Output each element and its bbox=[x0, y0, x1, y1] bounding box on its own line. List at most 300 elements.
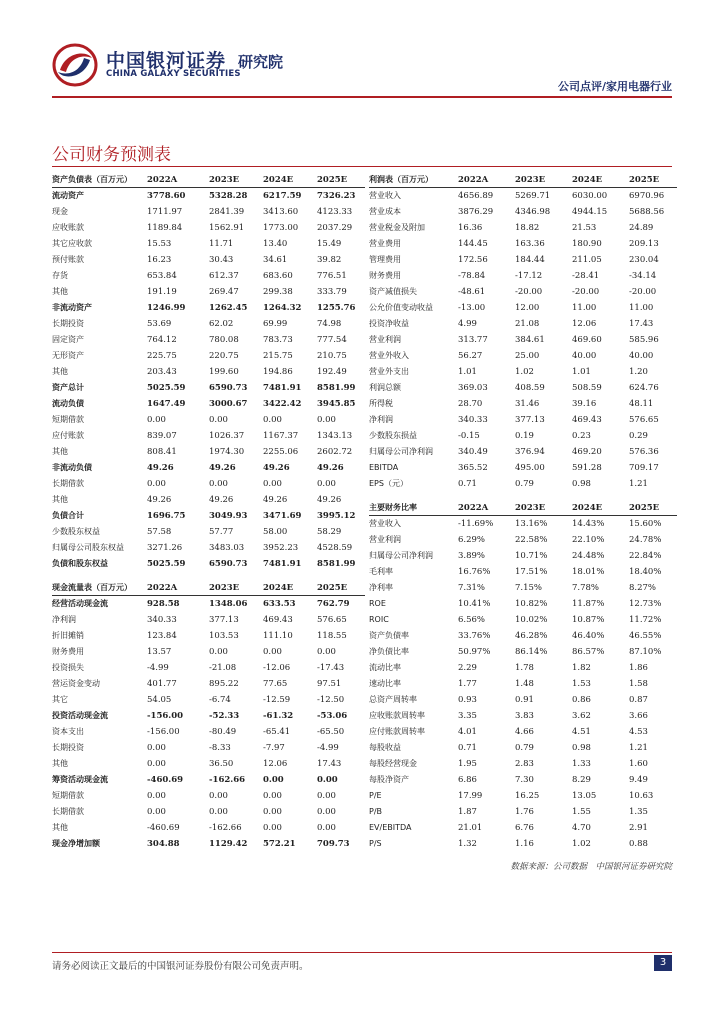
row-label: 长期投资 bbox=[52, 319, 84, 328]
table-row bbox=[52, 612, 365, 628]
table-row bbox=[369, 564, 677, 580]
table-cell: 49.26 bbox=[209, 495, 234, 505]
table-cell: 0.00 bbox=[147, 415, 166, 425]
table-row bbox=[369, 516, 677, 532]
row-label: 净利率 bbox=[369, 583, 393, 592]
table-cell: 17.99 bbox=[458, 791, 483, 801]
table-row bbox=[52, 412, 365, 428]
table-cell: 313.77 bbox=[458, 335, 488, 345]
table-cell: 369.03 bbox=[458, 383, 488, 393]
table-cell: 18.40% bbox=[629, 567, 662, 577]
table-cell: 2022A bbox=[458, 503, 489, 513]
table-cell: 21.01 bbox=[458, 823, 483, 833]
table-cell: 86.57% bbox=[572, 647, 605, 657]
table-cell: 709.17 bbox=[629, 463, 659, 473]
table-cell: 376.94 bbox=[515, 447, 545, 457]
table-row bbox=[52, 268, 365, 284]
row-label: 筹资活动现金流 bbox=[52, 775, 108, 784]
table-cell: 4.01 bbox=[458, 727, 477, 737]
table-cell: 69.99 bbox=[263, 319, 288, 329]
table-cell: 4.99 bbox=[458, 319, 477, 329]
row-label: 利润总额 bbox=[369, 383, 401, 392]
table-cell: 18.01% bbox=[572, 567, 605, 577]
table-cell: 1.01 bbox=[572, 367, 591, 377]
row-label: 其它应收款 bbox=[52, 239, 92, 248]
table-cell: 6.86 bbox=[458, 775, 477, 785]
table-cell: 0.91 bbox=[515, 695, 534, 705]
table-cell: 2024E bbox=[572, 503, 603, 513]
table-cell: 184.44 bbox=[515, 255, 545, 265]
table-header-row bbox=[52, 580, 365, 596]
table-row bbox=[52, 284, 365, 300]
table-cell: 0.29 bbox=[629, 431, 648, 441]
table-cell: 12.73% bbox=[629, 599, 662, 609]
table-cell: 11.00 bbox=[629, 303, 654, 313]
row-label: 应付账款 bbox=[52, 431, 84, 440]
table-cell: 762.79 bbox=[317, 599, 350, 609]
table-cell: 4.51 bbox=[572, 727, 591, 737]
row-label: 现金 bbox=[52, 207, 68, 216]
table-cell: 3952.23 bbox=[263, 543, 299, 553]
row-label: 资产负债表（百万元） bbox=[52, 175, 132, 184]
table-cell: -162.66 bbox=[209, 823, 242, 833]
table-row bbox=[369, 772, 677, 788]
table-cell: 111.10 bbox=[263, 631, 293, 641]
table-cell: 39.16 bbox=[572, 399, 597, 409]
table-row bbox=[369, 644, 677, 660]
table-cell: 0.00 bbox=[317, 823, 336, 833]
table-cell: -12.50 bbox=[317, 695, 345, 705]
row-label: 营业收入 bbox=[369, 191, 401, 200]
table-cell: 1.33 bbox=[572, 759, 591, 769]
table-cell: 1264.32 bbox=[263, 303, 302, 313]
table-cell: 0.19 bbox=[515, 431, 534, 441]
table-cell: -48.61 bbox=[458, 287, 486, 297]
table-cell: -21.08 bbox=[209, 663, 237, 673]
table-cell: 0.87 bbox=[629, 695, 648, 705]
table-cell: -4.99 bbox=[317, 743, 339, 753]
row-label: 现金流量表（百万元） bbox=[52, 583, 132, 592]
table-cell: 225.75 bbox=[147, 351, 177, 361]
table-cell: -156.00 bbox=[147, 711, 184, 721]
table-cell: 1348.06 bbox=[209, 599, 248, 609]
table-cell: -11.69% bbox=[458, 519, 494, 529]
table-row bbox=[369, 300, 677, 316]
table-cell: 1.82 bbox=[572, 663, 591, 673]
table-cell: 17.43 bbox=[317, 759, 342, 769]
table-cell: 5025.59 bbox=[147, 559, 186, 569]
table-cell: 8.29 bbox=[572, 775, 591, 785]
table-cell: 0.79 bbox=[515, 743, 534, 753]
table-cell: 508.59 bbox=[572, 383, 602, 393]
table-row bbox=[52, 756, 365, 772]
row-label: ROE bbox=[369, 599, 386, 608]
row-label: 每股收益 bbox=[369, 743, 401, 752]
table-cell: -460.69 bbox=[147, 775, 184, 785]
table-cell: 377.13 bbox=[209, 615, 239, 625]
table-cell: 163.36 bbox=[515, 239, 545, 249]
table-cell: 0.71 bbox=[458, 479, 477, 489]
table-cell: 123.84 bbox=[147, 631, 177, 641]
table-row bbox=[369, 428, 677, 444]
table-cell: 1.01 bbox=[458, 367, 477, 377]
table-cell: 4.70 bbox=[572, 823, 591, 833]
table-cell: 58.29 bbox=[317, 527, 342, 537]
table-cell: 1.58 bbox=[629, 679, 648, 689]
table-cell: 585.96 bbox=[629, 335, 659, 345]
table-cell: 215.75 bbox=[263, 351, 293, 361]
table-cell: 10.82% bbox=[515, 599, 548, 609]
table-cell: 5688.56 bbox=[629, 207, 665, 217]
table-cell: 3.62 bbox=[572, 711, 591, 721]
table-cell: 1189.84 bbox=[147, 223, 183, 233]
table-cell: 16.76% bbox=[458, 567, 491, 577]
row-label: EBITDA bbox=[369, 463, 399, 472]
table-cell: 0.00 bbox=[317, 415, 336, 425]
table-cell: 18.82 bbox=[515, 223, 540, 233]
table-cell: 1129.42 bbox=[209, 839, 248, 849]
table-cell: 2024E bbox=[263, 175, 294, 185]
row-label: 归属母公司净利润 bbox=[369, 447, 433, 456]
table-cell: 0.00 bbox=[147, 743, 166, 753]
table-row bbox=[369, 820, 677, 836]
row-label: 固定资产 bbox=[52, 335, 84, 344]
table-cell: 1647.49 bbox=[147, 399, 186, 409]
row-label: 净利润 bbox=[52, 615, 76, 624]
table-cell: 11.87% bbox=[572, 599, 605, 609]
table-row bbox=[52, 396, 365, 412]
table-cell: 6970.96 bbox=[629, 191, 665, 201]
table-cell: 13.05 bbox=[572, 791, 597, 801]
table-cell: -53.06 bbox=[317, 711, 348, 721]
table-cell: 74.98 bbox=[317, 319, 342, 329]
row-label: 短期借款 bbox=[52, 791, 84, 800]
table-cell: -78.84 bbox=[458, 271, 486, 281]
table-cell: 4528.59 bbox=[317, 543, 353, 553]
table-cell: 1773.00 bbox=[263, 223, 299, 233]
table-cell: 3995.12 bbox=[317, 511, 356, 521]
table-row bbox=[369, 612, 677, 628]
table-cell: -20.00 bbox=[572, 287, 600, 297]
table-cell: 2024E bbox=[263, 583, 294, 593]
row-label: 营业成本 bbox=[369, 207, 401, 216]
table-cell: 10.02% bbox=[515, 615, 548, 625]
table-cell: 0.00 bbox=[317, 479, 336, 489]
table-cell: 777.54 bbox=[317, 335, 347, 345]
table-cell: 340.33 bbox=[147, 615, 177, 625]
table-row bbox=[369, 532, 677, 548]
table-cell: 199.60 bbox=[209, 367, 239, 377]
table-row bbox=[369, 396, 677, 412]
table-cell: 15.49 bbox=[317, 239, 342, 249]
table-row bbox=[369, 252, 677, 268]
table-row bbox=[52, 724, 365, 740]
table-row bbox=[369, 444, 677, 460]
table-cell: 230.04 bbox=[629, 255, 659, 265]
table-cell: 17.43 bbox=[629, 319, 654, 329]
table-cell: 10.87% bbox=[572, 615, 605, 625]
table-cell: 0.00 bbox=[317, 647, 336, 657]
table-row bbox=[369, 236, 677, 252]
table-cell: 3945.85 bbox=[317, 399, 356, 409]
table-row bbox=[369, 380, 677, 396]
table-cell: 0.00 bbox=[263, 823, 282, 833]
table-cell: 340.33 bbox=[458, 415, 488, 425]
table-row bbox=[52, 804, 365, 820]
table-cell: 839.07 bbox=[147, 431, 177, 441]
table-cell: 30.43 bbox=[209, 255, 234, 265]
table-cell: -65.41 bbox=[263, 727, 291, 737]
table-cell: 2023E bbox=[515, 175, 546, 185]
table-row bbox=[52, 676, 365, 692]
row-label: 非流动负债 bbox=[52, 463, 92, 472]
table-row bbox=[52, 660, 365, 676]
table-cell: 1255.76 bbox=[317, 303, 356, 313]
galaxy-logo-icon bbox=[52, 42, 98, 88]
table-cell: 1.76 bbox=[515, 807, 534, 817]
table-cell: 0.23 bbox=[572, 431, 591, 441]
table-row bbox=[52, 820, 365, 836]
table-cell: 0.00 bbox=[209, 479, 228, 489]
table-cell: 3471.69 bbox=[263, 511, 302, 521]
row-label: 投资活动现金流 bbox=[52, 711, 108, 720]
table-row bbox=[52, 692, 365, 708]
table-cell: 3483.03 bbox=[209, 543, 245, 553]
table-cell: 22.84% bbox=[629, 551, 662, 561]
table-cell: 4.66 bbox=[515, 727, 534, 737]
table-cell: -17.43 bbox=[317, 663, 345, 673]
table-cell: 0.00 bbox=[209, 807, 228, 817]
row-label: 负债和股东权益 bbox=[52, 559, 108, 568]
row-label: 净负债比率 bbox=[369, 647, 409, 656]
row-label: 经营活动现金流 bbox=[52, 599, 108, 608]
row-label: 营业收入 bbox=[369, 519, 401, 528]
row-label: 利润表（百万元） bbox=[369, 175, 433, 184]
table-cell: 0.00 bbox=[263, 647, 282, 657]
table-cell: 2.91 bbox=[629, 823, 648, 833]
table-cell: 1246.99 bbox=[147, 303, 186, 313]
table-row bbox=[369, 836, 677, 852]
row-label: 营业利润 bbox=[369, 335, 401, 344]
table-header-row bbox=[369, 172, 677, 188]
table-cell: 3049.93 bbox=[209, 511, 248, 521]
table-cell: 56.27 bbox=[458, 351, 483, 361]
table-cell: 13.16% bbox=[515, 519, 548, 529]
table-cell: 10.63 bbox=[629, 791, 654, 801]
table-row bbox=[52, 300, 365, 316]
table-cell: -0.15 bbox=[458, 431, 480, 441]
table-cell: 6030.00 bbox=[572, 191, 608, 201]
table-cell: 0.00 bbox=[147, 479, 166, 489]
table-row bbox=[369, 724, 677, 740]
table-cell: 12.00 bbox=[515, 303, 540, 313]
table-row bbox=[52, 740, 365, 756]
table-cell: 21.08 bbox=[515, 319, 540, 329]
table-cell: 0.00 bbox=[317, 791, 336, 801]
table-cell: 0.00 bbox=[209, 791, 228, 801]
table-cell: 895.22 bbox=[209, 679, 239, 689]
table-cell: 2.29 bbox=[458, 663, 477, 673]
table-cell: 0.00 bbox=[263, 415, 282, 425]
table-cell: 2022A bbox=[147, 583, 178, 593]
table-cell: 1.21 bbox=[629, 479, 648, 489]
table-cell: 211.05 bbox=[572, 255, 602, 265]
table-row bbox=[52, 444, 365, 460]
table-row bbox=[369, 804, 677, 820]
table-cell: 1.02 bbox=[572, 839, 591, 849]
table-cell: 172.56 bbox=[458, 255, 488, 265]
table-row bbox=[52, 644, 365, 660]
table-cell: 11.71 bbox=[209, 239, 234, 249]
row-label: 折旧摊销 bbox=[52, 631, 84, 640]
table-gap bbox=[52, 572, 365, 580]
table-header-row bbox=[369, 500, 677, 516]
table-row bbox=[52, 508, 365, 524]
table-cell: 1343.13 bbox=[317, 431, 353, 441]
table-row bbox=[369, 188, 677, 204]
row-label: 净利润 bbox=[369, 415, 393, 424]
table-cell: 469.60 bbox=[572, 335, 602, 345]
table-row bbox=[369, 332, 677, 348]
table-cell: 49.26 bbox=[147, 463, 174, 473]
table-cell: 0.00 bbox=[317, 775, 338, 785]
table-cell: 1.48 bbox=[515, 679, 534, 689]
table-row bbox=[52, 204, 365, 220]
row-label: 长期借款 bbox=[52, 479, 84, 488]
row-label: EV/EBITDA bbox=[369, 823, 412, 832]
table-cell: 11.72% bbox=[629, 615, 662, 625]
table-cell: 34.61 bbox=[263, 255, 288, 265]
table-cell: 192.49 bbox=[317, 367, 347, 377]
table-row bbox=[369, 460, 677, 476]
row-label: 长期投资 bbox=[52, 743, 84, 752]
table-cell: 46.40% bbox=[572, 631, 605, 641]
row-label: 应付账款周转率 bbox=[369, 727, 425, 736]
table-cell: 46.28% bbox=[515, 631, 548, 641]
table-cell: 591.28 bbox=[572, 463, 602, 473]
row-label: 无形资产 bbox=[52, 351, 84, 360]
table-cell: 1.77 bbox=[458, 679, 477, 689]
table-cell: -34.14 bbox=[629, 271, 657, 281]
logo-department: 研究院 bbox=[238, 53, 284, 71]
table-cell: 0.71 bbox=[458, 743, 477, 753]
row-label: 所得税 bbox=[369, 399, 393, 408]
table-cell: 8581.99 bbox=[317, 383, 356, 393]
table-cell: 469.43 bbox=[263, 615, 293, 625]
table-cell: 16.25 bbox=[515, 791, 540, 801]
table-cell: 377.13 bbox=[515, 415, 545, 425]
table-row bbox=[369, 476, 677, 492]
row-label: 应收账款 bbox=[52, 223, 84, 232]
table-cell: 49.26 bbox=[209, 463, 236, 473]
table-row bbox=[369, 628, 677, 644]
table-cell: 1.86 bbox=[629, 663, 648, 673]
row-label: P/S bbox=[369, 839, 382, 848]
logo-english-name: CHINA GALAXY SECURITIES bbox=[106, 69, 241, 79]
row-label: 营业费用 bbox=[369, 239, 401, 248]
table-row bbox=[369, 580, 677, 596]
table-cell: 1.78 bbox=[515, 663, 534, 673]
page-number: 3 bbox=[654, 955, 672, 971]
row-label: 资产减值损失 bbox=[369, 287, 417, 296]
table-cell: 3778.60 bbox=[147, 191, 186, 201]
table-cell: 77.65 bbox=[263, 679, 288, 689]
row-label: 主要财务比率 bbox=[369, 503, 417, 512]
table-cell: 3.89% bbox=[458, 551, 486, 561]
row-label: 其他 bbox=[52, 495, 68, 504]
table-cell: 144.45 bbox=[458, 239, 488, 249]
row-label: ROIC bbox=[369, 615, 389, 624]
table-cell: 269.47 bbox=[209, 287, 239, 297]
table-cell: 22.58% bbox=[515, 535, 548, 545]
row-label: 财务费用 bbox=[52, 647, 84, 656]
table-row bbox=[52, 492, 365, 508]
table-cell: -28.41 bbox=[572, 271, 600, 281]
table-cell: -7.97 bbox=[263, 743, 285, 753]
table-cell: 1.35 bbox=[629, 807, 648, 817]
table-cell: 103.53 bbox=[209, 631, 239, 641]
row-label: 投资损失 bbox=[52, 663, 84, 672]
table-cell: 4944.15 bbox=[572, 207, 608, 217]
table-row bbox=[52, 380, 365, 396]
table-cell: 3876.29 bbox=[458, 207, 494, 217]
table-cell: 572.21 bbox=[263, 839, 296, 849]
table-row bbox=[369, 788, 677, 804]
table-cell: 0.00 bbox=[147, 807, 166, 817]
table-cell: -20.00 bbox=[629, 287, 657, 297]
table-row bbox=[369, 708, 677, 724]
table-cell: 22.10% bbox=[572, 535, 605, 545]
table-row bbox=[52, 252, 365, 268]
table-cell: 1.55 bbox=[572, 807, 591, 817]
row-label: 公允价值变动收益 bbox=[369, 303, 433, 312]
table-row bbox=[369, 220, 677, 236]
table-row bbox=[52, 708, 365, 724]
table-cell: 46.55% bbox=[629, 631, 662, 641]
right-financial-tables bbox=[369, 172, 677, 852]
table-cell: 299.38 bbox=[263, 287, 293, 297]
table-cell: 13.57 bbox=[147, 647, 172, 657]
table-cell: 783.73 bbox=[263, 335, 293, 345]
table-row bbox=[52, 476, 365, 492]
table-cell: 14.43% bbox=[572, 519, 605, 529]
table-cell: 2025E bbox=[317, 583, 348, 593]
table-cell: 33.76% bbox=[458, 631, 491, 641]
table-cell: 49.26 bbox=[317, 463, 344, 473]
table-cell: -12.06 bbox=[263, 663, 291, 673]
table-row bbox=[52, 772, 365, 788]
table-cell: 210.75 bbox=[317, 351, 347, 361]
table-cell: 633.53 bbox=[263, 599, 296, 609]
row-label: 速动比率 bbox=[369, 679, 401, 688]
table-cell: -17.12 bbox=[515, 271, 543, 281]
row-label: 资产总计 bbox=[52, 383, 84, 392]
table-cell: -12.59 bbox=[263, 695, 291, 705]
row-label: 资本支出 bbox=[52, 727, 84, 736]
table-cell: 2255.06 bbox=[263, 447, 299, 457]
table-cell: 1262.45 bbox=[209, 303, 248, 313]
table-row bbox=[369, 596, 677, 612]
table-cell: 8581.99 bbox=[317, 559, 356, 569]
table-cell: 5269.71 bbox=[515, 191, 551, 201]
table-row bbox=[369, 204, 677, 220]
table-row bbox=[369, 412, 677, 428]
table-cell: 333.79 bbox=[317, 287, 347, 297]
table-row bbox=[52, 556, 365, 572]
table-cell: 0.86 bbox=[572, 695, 591, 705]
table-row bbox=[52, 836, 365, 852]
table-cell: 0.00 bbox=[209, 415, 228, 425]
